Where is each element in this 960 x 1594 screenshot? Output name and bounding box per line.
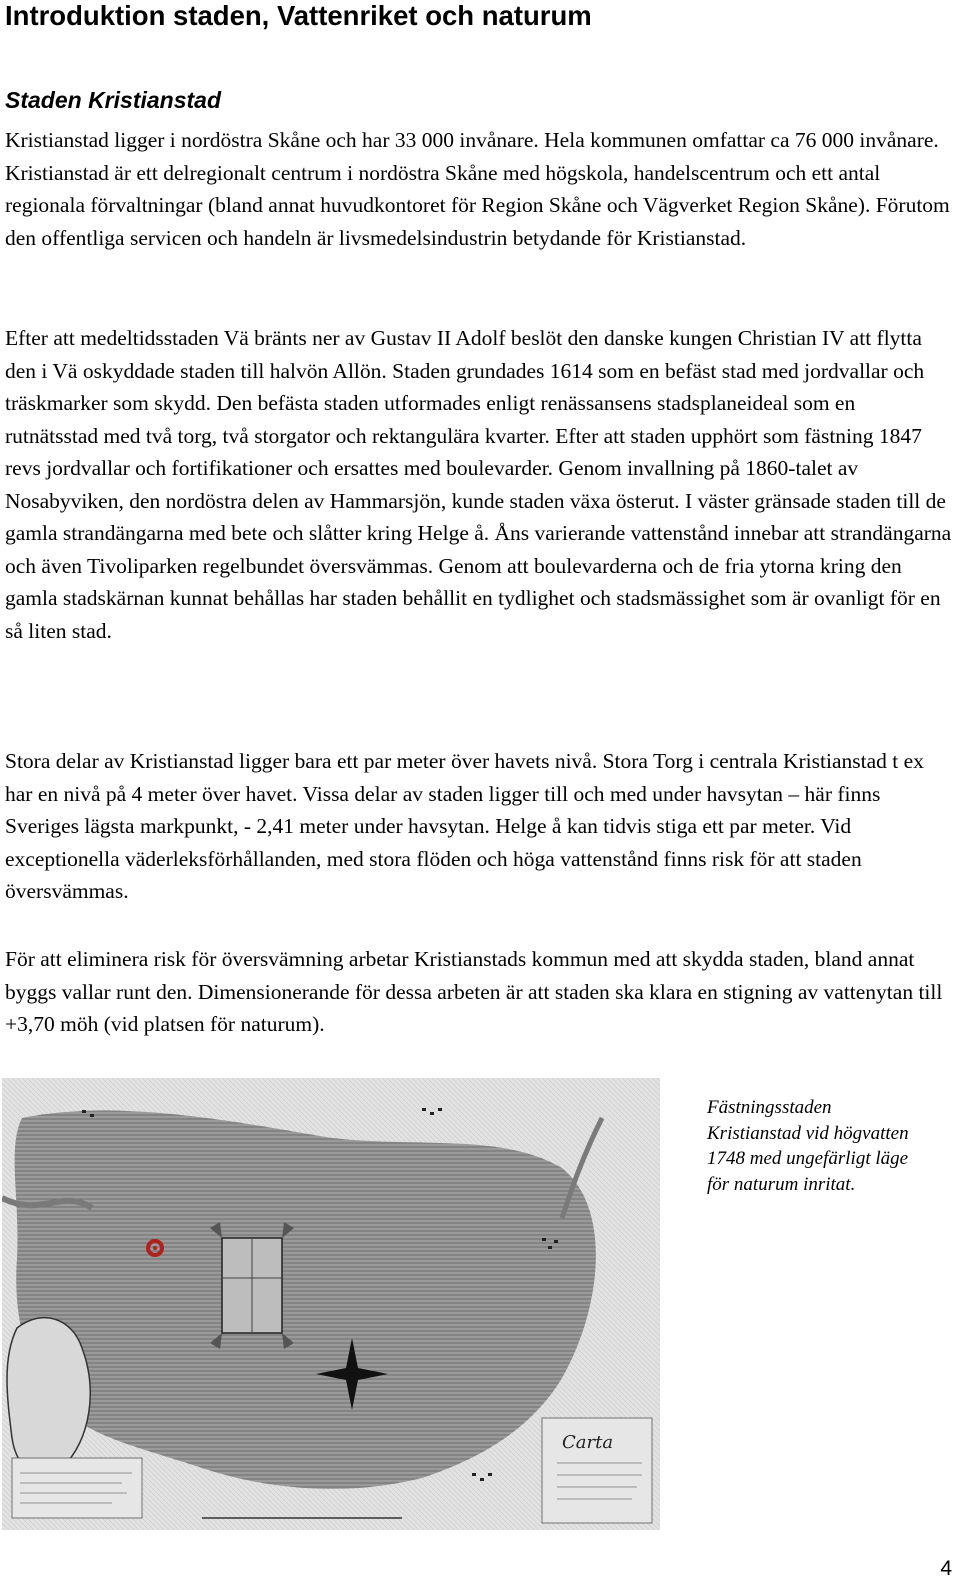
map-legend bbox=[12, 1458, 142, 1518]
paragraph-history: Efter att medeltidsstaden Vä bränts ner av Gustav II Adolf beslöt den danske kungen Christian IV att flytta den i Vä oskyddade staden till halvön Allön. Staden grundades 1614 som en befäst stad med jordvallar och träskmarker som skydd. Den befästa staden utformades enligt renässansens stadsplaneideal som en rutnätsstad med två torg, två storgator och rektangulära kvarter. Efter att staden upphört som fästning 1847 revs jordvallar och fortifikationer och ersattes med boulevarder. Genom invallning på 1860-talet av Nosabyviken, den nordöstra delen av Hammarsjön, kunde staden växa österut. I väster gränsade staden till de gamla strandängarna med bete och slåtter kring Helge å. Åns varierande vattenstånd innebar att strandängarna och även Tivoliparken regelbundet översvämmas. Genom att boulevarderna och de fria ytorna kring den gamla stadskärnan kunnat behållas har staden behållit en tydlighet och stadsmässighet som är ovanligt för en så liten stad. bbox=[5, 326, 952, 643]
svg-text:Carta: Carta bbox=[562, 1432, 614, 1453]
figure-caption: Fästningsstaden Kristianstad vid högvatten 1748 med ungefärligt läge för naturum inritat. bbox=[707, 1097, 909, 1195]
section-title: Staden Kristianstad bbox=[5, 87, 221, 113]
paragraph-intro: Kristianstad ligger i nordöstra Skåne och har 33 000 invånare. Hela kommunen omfattar ca 76 000 invånare. Kristianstad är ett delregionalt centrum i nordöstra Skåne med högskola, handelscentrum och ett antal regionala förvaltningar (bland annat huvudkontoret för Region Skåne och Vägverket Region Skåne). Förutom den offentliga servicen och handeln är livsmedelsindustrin betydande för Kristianstad. bbox=[5, 128, 950, 250]
page-number: 4 bbox=[940, 1557, 952, 1580]
map-water bbox=[15, 1111, 596, 1489]
paragraph-flood-protection: För att eliminera risk för översvämning arbetar Kristianstads kommun med att skydda staden, bland annat byggs vallar runt den. Dimensionerande för dessa arbeten är att staden ska klara en stigning av vattenytan till +3,70 möh (vid platsen för naturum). bbox=[5, 947, 943, 1036]
paragraph-elevation: Stora delar av Kristianstad ligger bara ett par meter över havets nivå. Stora Torg i centrala Kristianstad t ex har en nivå på 4 meter över havet. Vissa delar av staden ligger till och med under havsytan – här finns Sveriges lägsta markpunkt, - 2,41 meter under havsytan. Helge å kan tidvis stiga ett par meter. Vid exceptionella väderleksförhållanden, med stora flöden och höga vattenstånd finns risk för att staden översvämmas. bbox=[5, 749, 924, 903]
historical-map-image bbox=[2, 1078, 660, 1530]
map-fortress bbox=[210, 1222, 294, 1349]
page-title: Introduktion staden, Vattenriket och naturum bbox=[5, 0, 592, 31]
